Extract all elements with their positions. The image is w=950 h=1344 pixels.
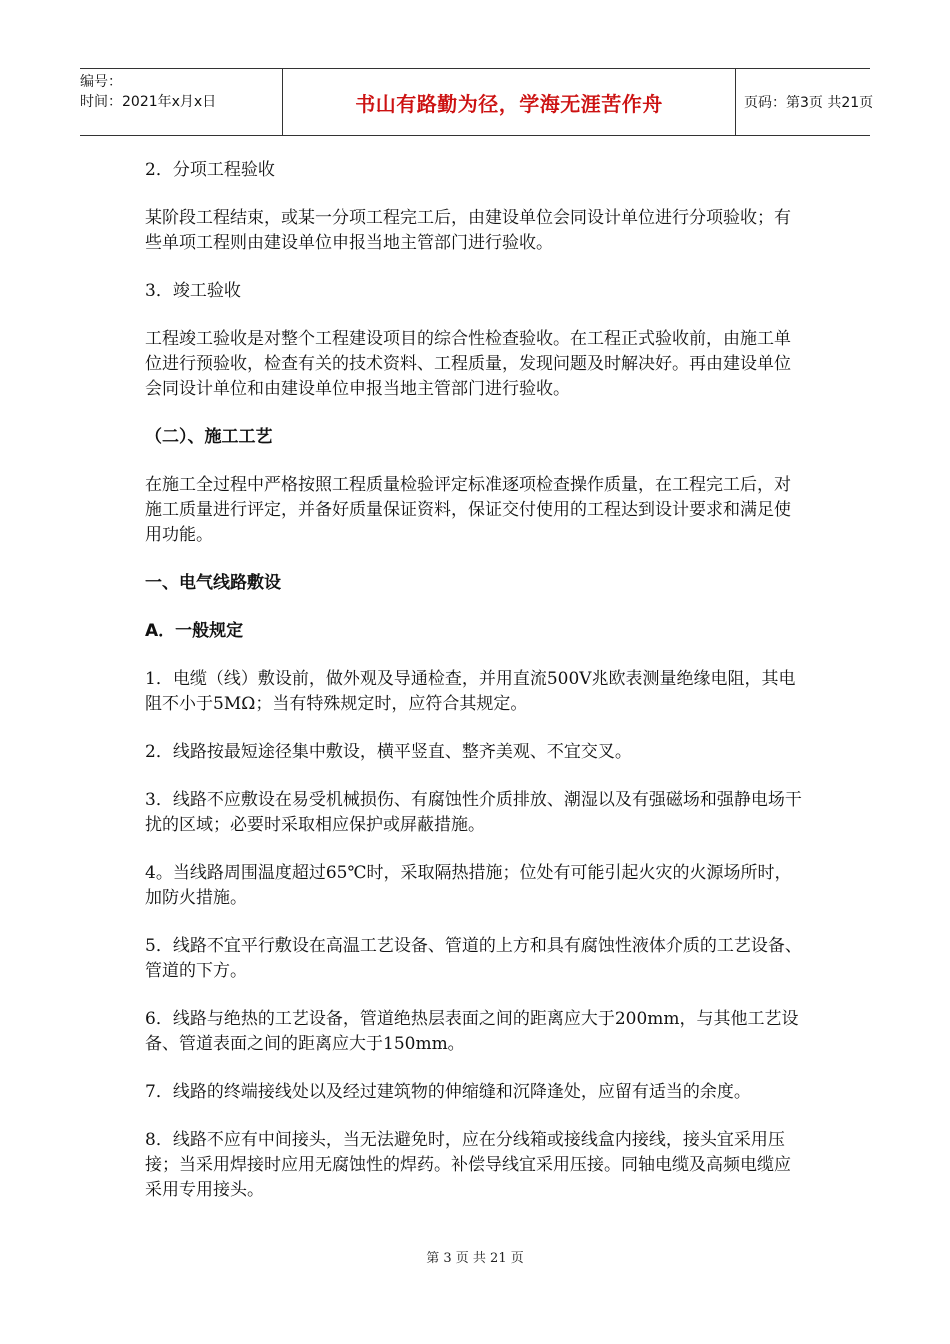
list-item: 8．线路不应有中间接头，当无法避免时，应在分线箱或接线盒内接线，接头宜采用压接；当采用焊接时应用无腐蚀性的焊药。补偿导线宜采用压接。同轴电缆及高频电缆应采用专用接头。 xyxy=(145,1130,791,1200)
list-item: 1．电缆（线）敷设前，做外观及导通检查，并用直流500V兆欧表测量绝缘电阻，其电阻不小于5MΩ；当有特殊规定时，应符合其规定。 xyxy=(145,669,796,714)
subsection-heading: A．一般规定 xyxy=(145,621,244,641)
section-heading: 一、电气线路敷设 xyxy=(145,573,281,593)
list-item: 5．线路不宜平行敷设在高温工艺设备、管道的上方和具有腐蚀性液体介质的工艺设备、管道的下方。 xyxy=(145,936,802,981)
list-item: 7．线路的终端接线处以及经过建筑物的伸缩缝和沉降逢处，应留有适当的余度。 xyxy=(145,1082,751,1102)
list-item: 2．线路按最短途径集中敷设，横平竖直、整齐美观、不宜交叉。 xyxy=(145,742,632,762)
page-header xyxy=(80,68,874,136)
list-item: 6．线路与绝热的工艺设备，管道绝热层表面之间的距离应大于200mm，与其他工艺设备、管道表面之间的距离应大于150mm。 xyxy=(145,1009,799,1054)
document-time-label: 时间：2021年x月x日 xyxy=(80,94,217,110)
paragraph: 工程竣工验收是对整个工程建设项目的综合性检查验收。在工程正式验收前，由施工单位进行预验收，检查有关的技术资料、工程质量，发现问题及时解决好。再由建设单位会同设计单位和由建设单位申报当地主管部门进行验收。 xyxy=(145,329,791,399)
document-body xyxy=(145,158,805,1226)
header-page-info: 页码：第3页 共21页 xyxy=(744,95,874,111)
header-motto: 书山有路勤为径，学海无涯苦作舟 xyxy=(282,69,736,135)
header-meta xyxy=(80,69,282,135)
paragraph: 2．分项工程验收 xyxy=(145,160,275,180)
list-item: 3．线路不应敷设在易受机械损伤、有腐蚀性介质排放、潮湿以及有强磁场和强静电场干扰的区域；必要时采取相应保护或屏蔽措施。 xyxy=(145,790,802,835)
section-heading: （二）、施工工艺 xyxy=(145,427,273,447)
paragraph: 某阶段工程结束，或某一分项工程完工后，由建设单位会同设计单位进行分项验收；有些单项工程则由建设单位申报当地主管部门进行验收。 xyxy=(145,208,791,253)
paragraph: 3．竣工验收 xyxy=(145,281,241,301)
page-footer: 第 3 页 共 21 页 xyxy=(426,1251,524,1266)
document-number-label: 编号： xyxy=(80,74,122,90)
paragraph: 在施工全过程中严格按照工程质量检验评定标准逐项检查操作质量，在工程完工后，对施工质量进行评定，并备好质量保证资料，保证交付使用的工程达到设计要求和满足使用功能。 xyxy=(145,475,791,545)
list-item: 4。当线路周围温度超过65℃时，采取隔热措施；位处有可能引起火灾的火源场所时，加防火措施。 xyxy=(145,863,792,908)
